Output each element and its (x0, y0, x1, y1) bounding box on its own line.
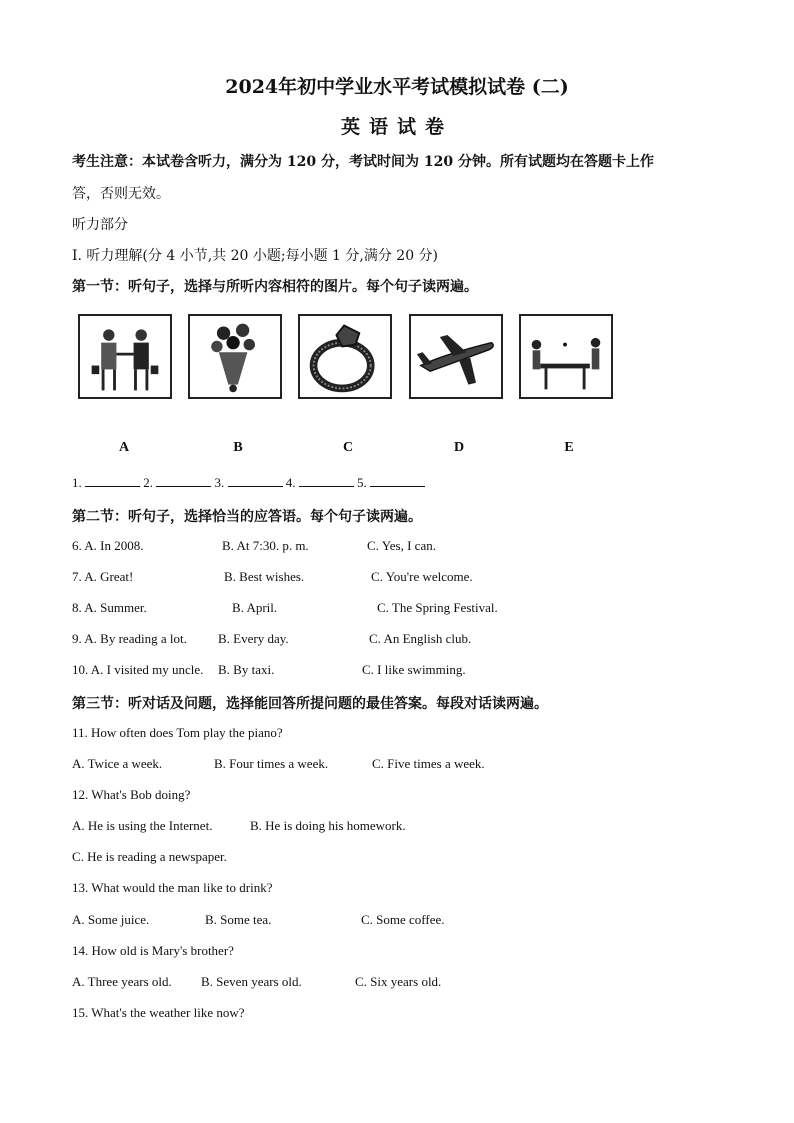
q12-option-a: A. He is using the Internet. (72, 818, 213, 833)
q11-option-b: B. Four times a week. (214, 756, 329, 771)
picture-a (78, 314, 172, 399)
picture-label-b: B (233, 440, 243, 455)
q13-option-a: A. Some juice. (72, 912, 150, 927)
q7-option-c: C. You're welcome. (371, 569, 473, 584)
picture-b (188, 314, 282, 399)
q9-option-b: B. Every day. (218, 631, 289, 646)
part-label: 听力部分 (72, 217, 128, 233)
picture-label-c: C (342, 440, 354, 455)
flower-bouquet-icon (190, 316, 280, 397)
q12-option-c: C. He is reading a newspaper. (72, 849, 227, 864)
q13-option-c: C. Some coffee. (361, 912, 445, 927)
picture-e (519, 314, 613, 399)
answer-blanks (72, 475, 425, 491)
notice-line-1: 考生注意：本试卷含听力，满分为 120 分，考试时间为 120 分钟。所有试题均在答题卡上作 (72, 154, 654, 170)
q6-option-c: C. Yes, I can. (367, 538, 436, 553)
q8-option-b: B. April. (232, 600, 278, 615)
picture-c (298, 314, 392, 399)
q14-option-a: A. Three years old. (72, 974, 172, 989)
q15-question: 15. What's the weather like now? (72, 1005, 245, 1020)
table-tennis-icon (521, 316, 611, 397)
section1-heading: I. 听力理解(分 4 小节,共 20 小题;每小题 1 分,满分 20 分) (72, 248, 439, 264)
q13-question: 13. What would the man like to drink? (72, 880, 273, 895)
q14-option-b: B. Seven years old. (201, 974, 302, 989)
picture-d (409, 314, 503, 399)
q14-question: 14. How old is Mary's brother? (72, 943, 234, 958)
q10-option-c: C. I like swimming. (362, 662, 466, 677)
blank-label-3: 3. (214, 475, 225, 490)
section1-sub-heading: 第一节：听句子，选择与所听内容相符的图片。每个句子读两遍。 (72, 279, 478, 295)
picture-label-a: A (118, 440, 130, 455)
picture-label-e: E (564, 440, 574, 455)
page-subtitle: 英语试卷 (340, 116, 453, 138)
q9-option-c: C. An English club. (369, 631, 472, 646)
q11-question: 11. How often does Tom play the piano? (72, 725, 283, 740)
answer-blank-1[interactable] (85, 475, 140, 487)
q7-option-b: B. Best wishes. (224, 569, 305, 584)
q10-option-a: 10. A. I visited my uncle. (72, 662, 204, 677)
q9-option-a: 9. A. By reading a lot. (72, 631, 187, 646)
section3-heading: 第三节：听对话及问题，选择能回答所提问题的最佳答案。每段对话读两遍。 (72, 696, 548, 712)
q8-option-c: C. The Spring Festival. (377, 600, 498, 615)
answer-blank-4[interactable] (299, 475, 354, 487)
blank-label-4: 4. (285, 475, 296, 490)
q10-option-b: B. By taxi. (218, 662, 275, 677)
q13-option-b: B. Some tea. (205, 912, 272, 927)
answer-blank-5[interactable] (370, 475, 425, 487)
q11-option-c: C. Five times a week. (372, 756, 485, 771)
q12-question: 12. What's Bob doing? (72, 787, 191, 802)
picture-label-d: D (453, 440, 465, 455)
q11-option-a: A. Twice a week. (72, 756, 163, 771)
section2-heading: 第二节：听句子，选择恰当的应答语。每个句子读两遍。 (72, 509, 422, 525)
blank-label-2: 2. (143, 475, 153, 490)
answer-blank-3[interactable] (228, 475, 283, 487)
notice-line-2: 答，否则无效。 (72, 186, 170, 202)
blank-label-5: 5. (357, 475, 367, 490)
ring-icon (300, 316, 390, 397)
q8-option-a: 8. A. Summer. (72, 600, 147, 615)
page-title: 2024年初中学业水平考试模拟试卷 (二) (225, 76, 569, 98)
q12-option-b: B. He is doing his homework. (250, 818, 406, 833)
q6-option-a: 6. A. In 2008. (72, 538, 144, 553)
q7-option-a: 7. A. Great! (72, 569, 134, 584)
blank-label-1: 1. (72, 475, 82, 490)
q14-option-c: C. Six years old. (355, 974, 442, 989)
airplane-icon (411, 316, 501, 397)
q6-option-b: B. At 7:30. p. m. (222, 538, 309, 553)
answer-blank-2[interactable] (156, 475, 211, 487)
handshake-icon (80, 316, 170, 397)
